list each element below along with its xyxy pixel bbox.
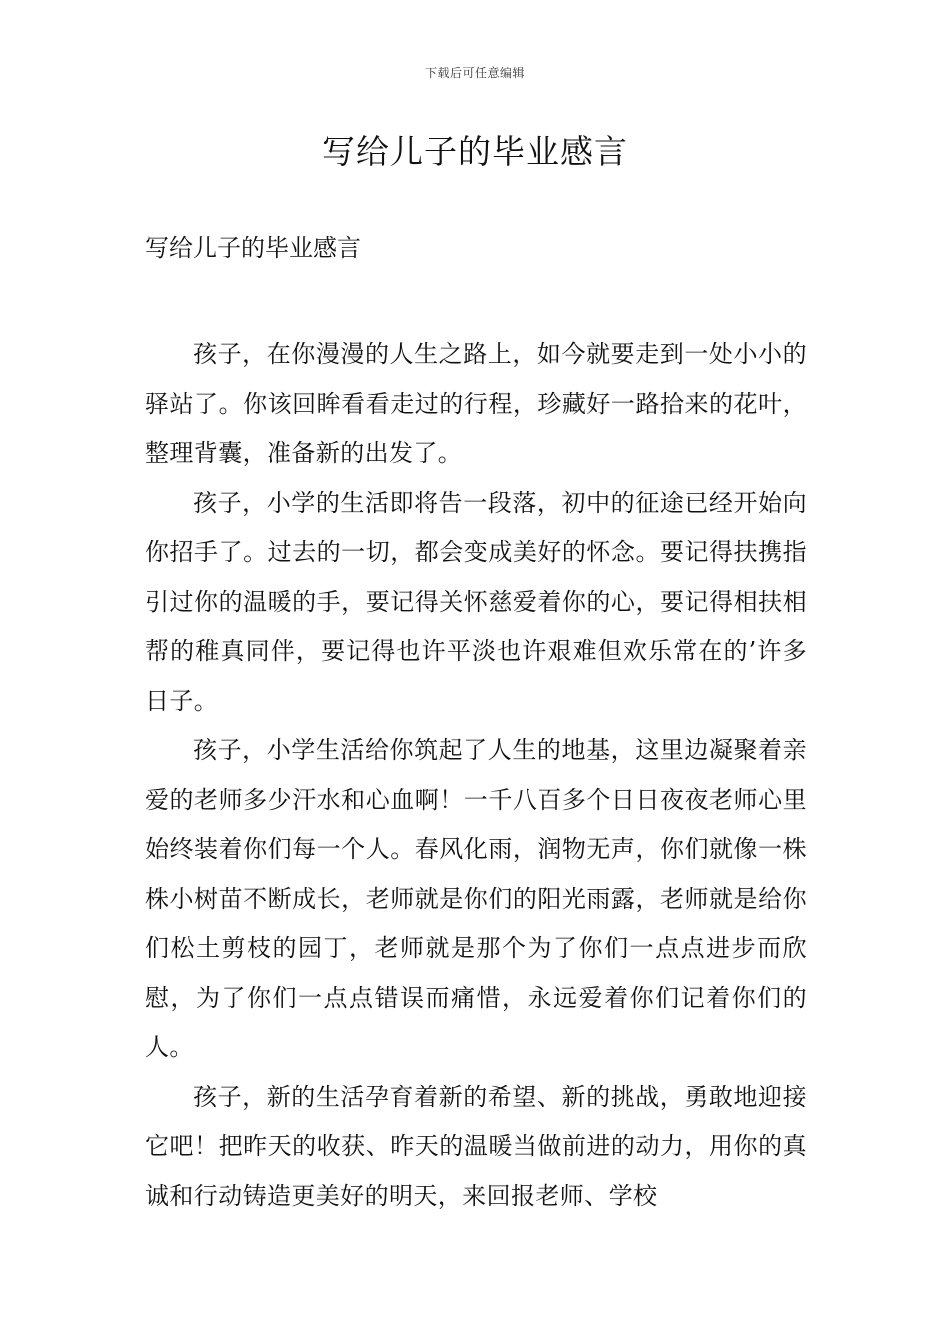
header-note: 下载后可任意编辑 — [424, 66, 525, 80]
paragraph-2: 孩子，小学的生活即将告一段落，初中的征途已经开始向你招手了。过去的一切，都会变成美好的怀念。要记得扶携指引过你的温暖的手，要记得关怀慈爱着你的心，要记得相扶相帮的稚真同伴，要记得也许平淡也许艰难但欢乐常在的’许多日子。 — [145, 488, 807, 715]
paragraph-4: 孩子，新的生活孕育着新的希望、新的挑战，勇敢地迎接它吧！把昨天的收获、昨天的温暖当做前进的动力，用你的真诚和行动铸造更美好的明天，来回报老师、学校 — [145, 1082, 807, 1210]
page-title: 写给儿子的毕业感言 — [322, 132, 628, 171]
document-subtitle: 写给儿子的毕业感言 — [145, 234, 361, 262]
document-body — [145, 330, 807, 1221]
paragraph-3: 孩子，小学生活给你筑起了人生的地基，这里边凝聚着亲爱的老师多少汗水和心血啊！一千八百多个日日夜夜老师心里始终装着你们每一个人。春风化雨，润物无声，你们就像一株株小树苗不断成长，老师就是你们的阳光雨露，老师就是给你们松土剪枝的园丁，老师就是那个为了你们一点点进步而欣慰，为了你们一点点错误而痛惜，永远爱着你们记着你们的人。 — [145, 736, 807, 1061]
paragraph-1: 孩子，在你漫漫的人生之路上，如今就要走到一处小小的驿站了。你该回眸看看走过的行程，珍藏好一路拾来的花叶，整理背囊，准备新的出发了。 — [145, 340, 807, 467]
